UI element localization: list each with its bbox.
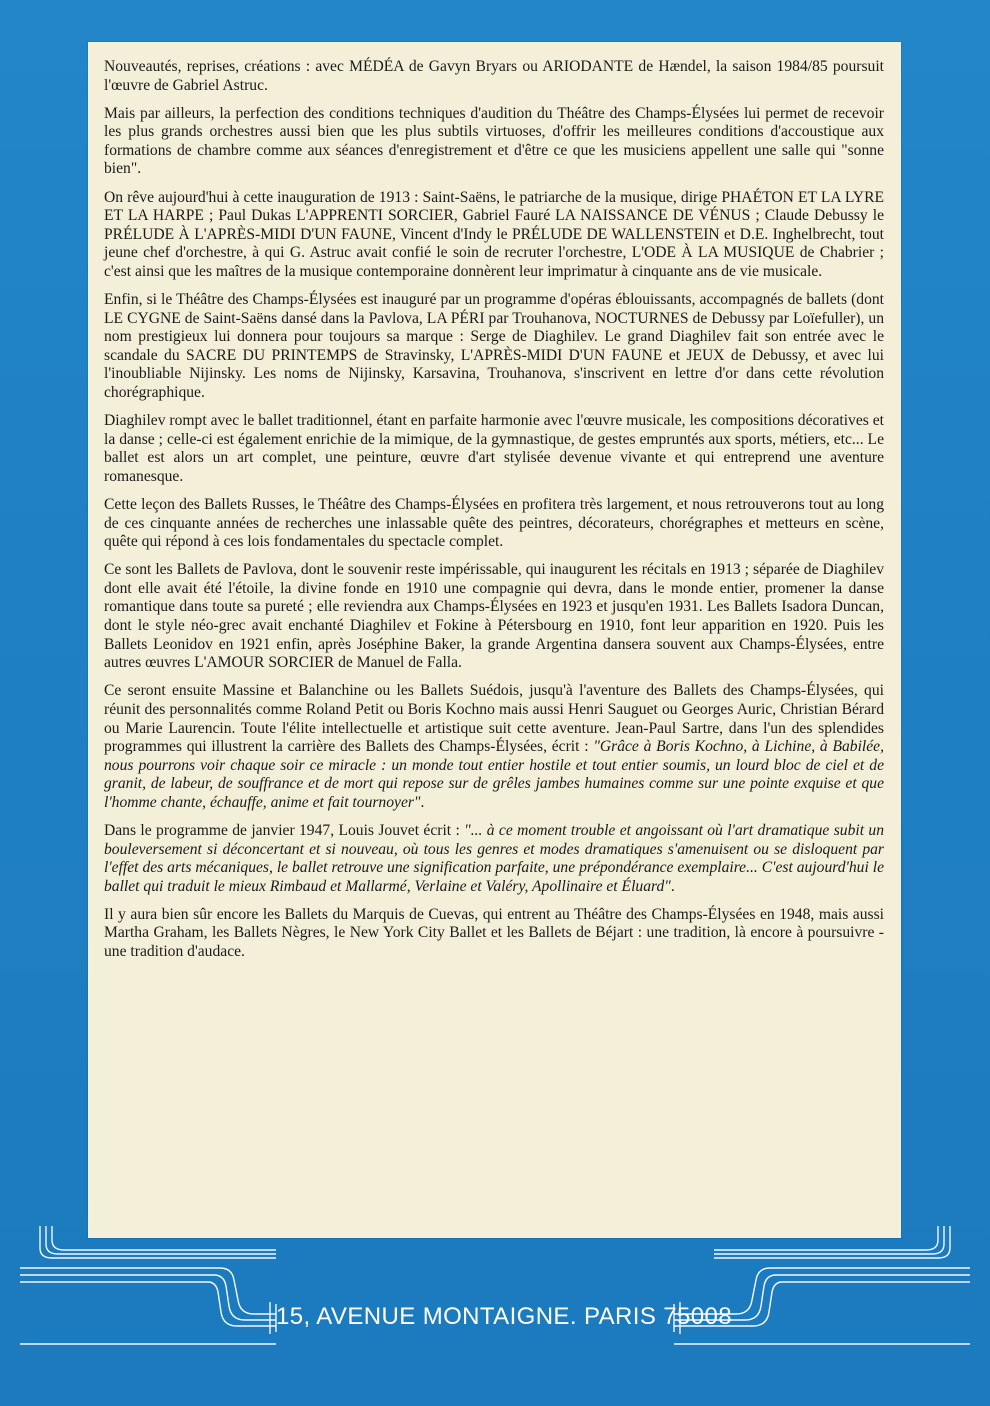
- paragraph-2: Mais par ailleurs, la perfection des conditions techniques d'audition du Théâtre des Champs-Élysées lui permet de recevoir les plus grands orchestres aussi bien que les plus subtils virtuoses, d'offrir les meilleures conditions d'accoustique aux formations de chambre comme aux séances d'enregistrement et d'être ce que les musiciens appellent une salle qui "sonne bien".: [104, 104, 884, 178]
- paragraph-3: On rêve aujourd'hui à cette inauguration de 1913 : Saint-Saëns, le patriarche de la musique, dirige PHAÉTON ET LA LYRE ET LA HARPE ; Paul Dukas L'APPRENTI SORCIER, Gabriel Fauré LA NAISSANCE DE VÉNUS ; Claude Debussy le PRÉLUDE À L'APRÈS-MIDI D'UN FAUNE, Vincent d'Indy le PRÉLUDE DE WALLENSTEIN et D.E. Inghelbrecht, tout jeune chef d'orchestre, à qui G. Astruc avait confié le soin de recruter l'orchestre, L'ODE À LA MUSIQUE de Chabrier ; c'est ainsi que les maîtres de la musique contemporaine donnèrent leur imprimatur à cinquante ans de vie musicale.: [104, 188, 884, 280]
- footer-address: 15, AVENUE MONTAIGNE. PARIS 75008: [276, 1303, 733, 1330]
- paragraph-1: Nouveautés, reprises, créations : avec MÉDÉA de Gavyn Bryars ou ARIODANTE de Hændel, la saison 1984/85 poursuit l'œuvre de Gabriel Astruc.: [104, 58, 884, 94]
- paragraph-4: Enfin, si le Théâtre des Champs-Élysées est inauguré par un programme d'opéras éblouissants, accompagnés de ballets (dont LE CYGNE de Saint-Saëns dansé dans la Pavlova, LA PÉRI par Trouhanova, NOCTURNES de Debussy par Loïefuller), un nom prestigieux lui donnera pour toujours sa marque : Serge de Diaghilev. Le grand Diaghilev fait son entrée avec le scandale du SACRE DU PRINTEMPS de Stravinsky, L'APRÈS-MIDI D'UN FAUNE et JEUX de Debussy, et avec lui l'inoubliable Nijinsky. Les noms de Nijinsky, Karsavina, Trouhanova, s'inscrivent en lettre d'or dans cette révolution chorégraphique.: [104, 291, 884, 401]
- paragraph-6: Cette leçon des Ballets Russes, le Théâtre des Champs-Élysées en profitera très largement, et nous retrouverons tout au long de ces cinquante années de recherches une inlassable quête des peintres, décorateurs, chorégraphes et metteurs en scène, quête qui répond à ces lois fondamentales du spectacle complet.: [104, 495, 884, 551]
- sartre-quote: "Grâce à Boris Kochno, à Lichine, à Babilée, nous pourrons voir chaque soir ce miracle : un monde tout entier hostile et tout entier soumis, un lourd bloc de ciel et de granit, de labeur, de souffrance et de mort qui repose sur de grêles jambes humaines comme sur une pointe exquise et que l'homme chante, échauffe, anime et fait tournoyer": [104, 738, 884, 811]
- paragraph-8-intro: Ce seront ensuite Massine et Balanchine ou les Ballets Suédois, jusqu'à l'aventure des Ballets des Champs-Élysées, qui réunit des personnalités comme Roland Petit ou Boris Kochno mais aussi Henri Sauguet ou Georges Auric, Christian Bérard ou Marie Laurencin. Toute l'élite intellectuelle et artistique suit cette aventure. Jean-Paul Sartre, dans l'un des splendides programmes qui illustrent la carrière des Ballets des Champs-Élysées, écrit :: [104, 682, 884, 756]
- paragraph-10: Il y aura bien sûr encore les Ballets du Marquis de Cuevas, qui entrent au Théâtre des Champs-Élysées en 1948, mais aussi Martha Graham, les Ballets Nègres, le New York City Ballet et les Ballets de Béjart : une tradition, là encore à poursuivre - une tradition d'audace.: [104, 905, 884, 961]
- paragraph-9-end: .: [670, 877, 675, 895]
- paragraph-8-end: .: [420, 793, 425, 811]
- paragraph-5: Diaghilev rompt avec le ballet traditionnel, étant en parfaite harmonie avec l'œuvre musicale, les compositions décoratives et la danse ; celle-ci est également enrichie de la mimique, de la gymnastique, de gestes empruntés aux sports, métiers, etc... Le ballet est alors un art complet, une peinture, œuvre d'art stylisée devenue vivante et qui entreprend une aventure romanesque.: [104, 412, 884, 485]
- jouvet-quote: "... à ce moment trouble et angoissant où l'art dramatique subit un bouleversement si déconcertant et si nouveau, où tous les genres et modes dramatiques s'amenuisent ou se disloquent par l'effet des arts mécaniques, le ballet retrouve une signification parfaite, une prépondérance exemplaire... C'est aujourd'hui le ballet qui traduit le mieux Rimbaud et Mallarmé, Verlaine et Valéry, Apollinaire et Éluard": [104, 821, 884, 895]
- paragraph-7: Ce sont les Ballets de Pavlova, dont le souvenir reste impérissable, qui inaugurent les récitals en 1913 ; séparée de Diaghilev dont elle avait été l'étoile, la divine fonde en 1910 une compagnie qui devra, dans le monde entier, promener la danse romantique dans toute sa pureté ; elle reviendra aux Champs-Élysées en 1923 et jusqu'en 1931. Les Ballets Isadora Duncan, dont le style néo-grec avait enchanté Diaghilev et Fokine à Pétersbourg en 1910, font leur apparition en 1920. Puis les Ballets Leonidov en 1921 enfin, après Joséphine Baker, la grande Argentina dansera souvent aux Champs-Élysées, entre autres œuvres L'AMOUR SORCIER de Manuel de Falla.: [104, 561, 884, 672]
- paragraph-9-intro: Dans le programme de janvier 1947, Louis Jouvet écrit :: [104, 821, 465, 839]
